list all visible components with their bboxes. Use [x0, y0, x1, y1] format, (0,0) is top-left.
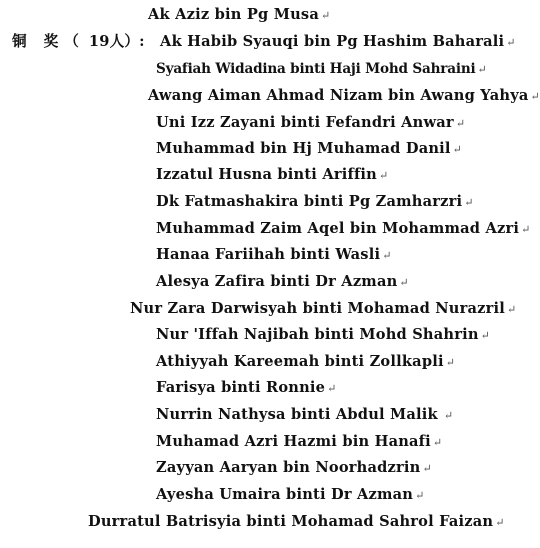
name-text: Nurrin Nathysa binti Abdul Malik: [156, 406, 438, 423]
paragraph-mark: ↵: [379, 169, 389, 182]
paragraph-mark: ↵: [443, 409, 454, 422]
paragraph-mark: ↵: [452, 143, 463, 156]
paragraph-mark: ↵: [327, 382, 337, 395]
name-text: Muhammad bin Hj Muhamad Danil: [156, 140, 451, 157]
name-text: Farisya binti Ronnie: [156, 379, 326, 396]
name-text: Muhamad Azri Hazmi bin Hanafi: [156, 433, 431, 450]
name-text: Dk Fatmashakira binti Pg Zamharzri: [156, 193, 463, 210]
name-line: [88, 513, 505, 532]
name-line: [156, 60, 487, 79]
paragraph-mark: ↵: [455, 117, 466, 130]
name-line: [156, 220, 531, 239]
paragraph-mark: ↵: [480, 329, 491, 342]
name-text: Alesya Zafira binti Dr Azman: [156, 273, 398, 290]
name-text: Izzatul Husna binti Ariffin: [156, 166, 377, 183]
name-line: [156, 246, 392, 265]
paragraph-mark: ↵: [464, 196, 474, 209]
name-text: Nur Zara Darwisyah binti Mohamad Nurazril: [130, 300, 506, 317]
award-heading-line: [12, 33, 516, 52]
paragraph-mark: ↵: [530, 90, 540, 103]
paragraph-mark: ↵: [507, 303, 517, 316]
name-text: Ak Aziz bin Pg Musa: [148, 6, 319, 23]
name-text: Uni Izz Zayani binti Fefandri Anwar: [156, 114, 454, 131]
name-line: [130, 300, 516, 319]
name-text: Nur 'Iffah Najibah binti Mohd Shahrin: [156, 326, 479, 343]
name-line: [156, 379, 337, 398]
name-line: [156, 193, 474, 212]
name-text: Athiyyah Kareemah binti Zollkapli: [156, 353, 444, 370]
paragraph-mark: ↵: [382, 249, 392, 262]
name-line: [156, 273, 409, 292]
name-line: [156, 114, 465, 133]
name-text: Zayyan Aaryan bin Noorhadzrin: [156, 459, 421, 476]
paragraph-mark: ↵: [320, 9, 331, 22]
paragraph-mark: ↵: [445, 356, 456, 369]
name-text: Muhammad Zaim Aqel bin Mohammad Azri: [156, 220, 520, 237]
name-text: Syafiah Widadina binti Haji Mohd Sahraini: [156, 61, 476, 77]
name-line: [156, 353, 455, 372]
paragraph-mark: ↵: [477, 63, 487, 76]
paragraph-mark: ↵: [495, 516, 505, 529]
name-line-top: [148, 6, 330, 25]
name-line: [156, 166, 388, 185]
name-line: [156, 406, 453, 425]
award-count: 19人）:: [88, 33, 145, 50]
name-line: [148, 87, 540, 106]
name-line: [156, 140, 462, 159]
name-text: Awang Aiman Ahmad Nizam bin Awang Yahya: [148, 87, 529, 104]
name-text: Ayesha Umaira binti Dr Azman: [156, 486, 414, 503]
paragraph-mark: ↵: [399, 276, 409, 289]
paragraph-mark: ↵: [432, 436, 443, 449]
name-text: Ak Habib Syauqi bin Pg Hashim Baharali: [160, 33, 505, 50]
name-line: [156, 459, 432, 478]
name-line: [156, 433, 442, 452]
name-text: Hanaa Fariihah binti Wasli: [156, 246, 381, 263]
paragraph-mark: ↵: [422, 462, 432, 475]
paragraph-mark: ↵: [506, 36, 516, 49]
paragraph-mark: ↵: [415, 489, 425, 502]
name-line: [156, 326, 490, 345]
name-text: Durratul Batrisyia binti Mohamad Sahrol Faizan: [88, 513, 494, 530]
name-line: [156, 486, 425, 505]
award-label: 铜 奖（: [12, 33, 85, 50]
paragraph-mark: ↵: [521, 223, 531, 236]
